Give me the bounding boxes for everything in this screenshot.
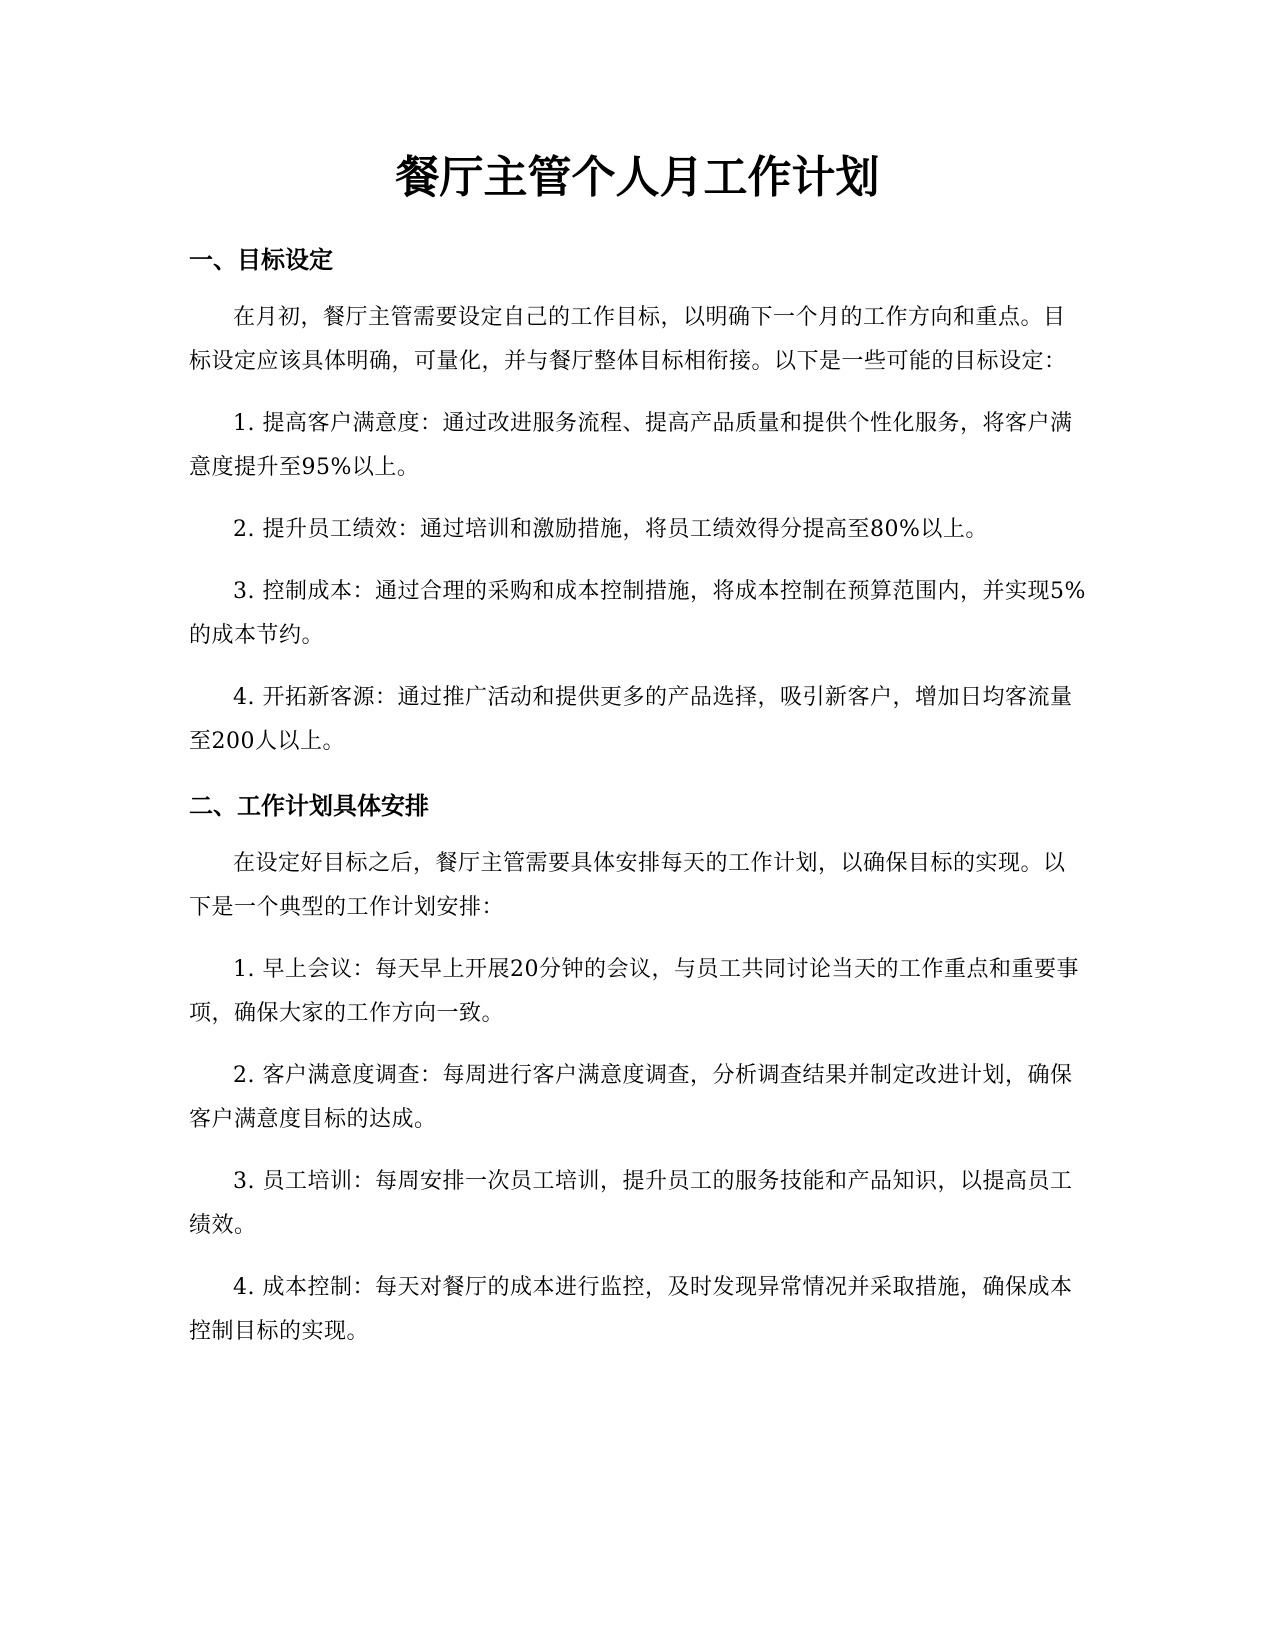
list-item: 3. 员工培训：每周安排一次员工培训，提升员工的服务技能和产品知识，以提高员工绩效。 (189, 1169, 1073, 1238)
section-work-plan (189, 786, 1086, 1354)
goal-list (189, 402, 1086, 764)
list-item: 1. 提高客户满意度：通过改进服务流程、提高产品质量和提供个性化服务，将客户满意度提升至95%以上。 (189, 411, 1073, 480)
list-item: 4. 成本控制：每天对餐厅的成本进行监控，及时发现异常情况并采取措施，确保成本控制目标的实现。 (189, 1275, 1073, 1344)
section-intro: 在设定好目标之后，餐厅主管需要具体安排每天的工作计划，以确保目标的实现。以下是一个典型的工作计划安排： (189, 851, 1066, 920)
section-heading: 二、工作计划具体安排 (189, 792, 429, 820)
document-body (189, 240, 1086, 1372)
list-item: 3. 控制成本：通过合理的采购和成本控制措施，将成本控制在预算范围内，并实现5%的成本节约。 (189, 579, 1086, 648)
list-item: 1. 早上会议：每天早上开展20分钟的会议，与员工共同讨论当天的工作重点和重要事项，确保大家的工作方向一致。 (189, 957, 1079, 1026)
list-item: 4. 开拓新客源：通过推广活动和提供更多的产品选择，吸引新客户，增加日均客流量至200人以上。 (189, 685, 1073, 754)
section-heading: 一、目标设定 (189, 246, 333, 274)
list-item: 2. 提升员工绩效：通过培训和激励措施，将员工绩效得分提高至80%以上。 (233, 517, 988, 542)
section-goal-setting (189, 240, 1086, 764)
plan-list (189, 948, 1086, 1354)
section-intro: 在月初，餐厅主管需要设定自己的工作目标，以明确下一个月的工作方向和重点。目标设定应该具体明确，可量化，并与餐厅整体目标相衔接。以下是一些可能的目标设定： (189, 305, 1067, 374)
list-item: 2. 客户满意度调查：每周进行客户满意度调查，分析调查结果并制定改进计划，确保客户满意度目标的达成。 (189, 1063, 1073, 1132)
document-title: 餐厅主管个人月工作计划 (395, 152, 880, 203)
